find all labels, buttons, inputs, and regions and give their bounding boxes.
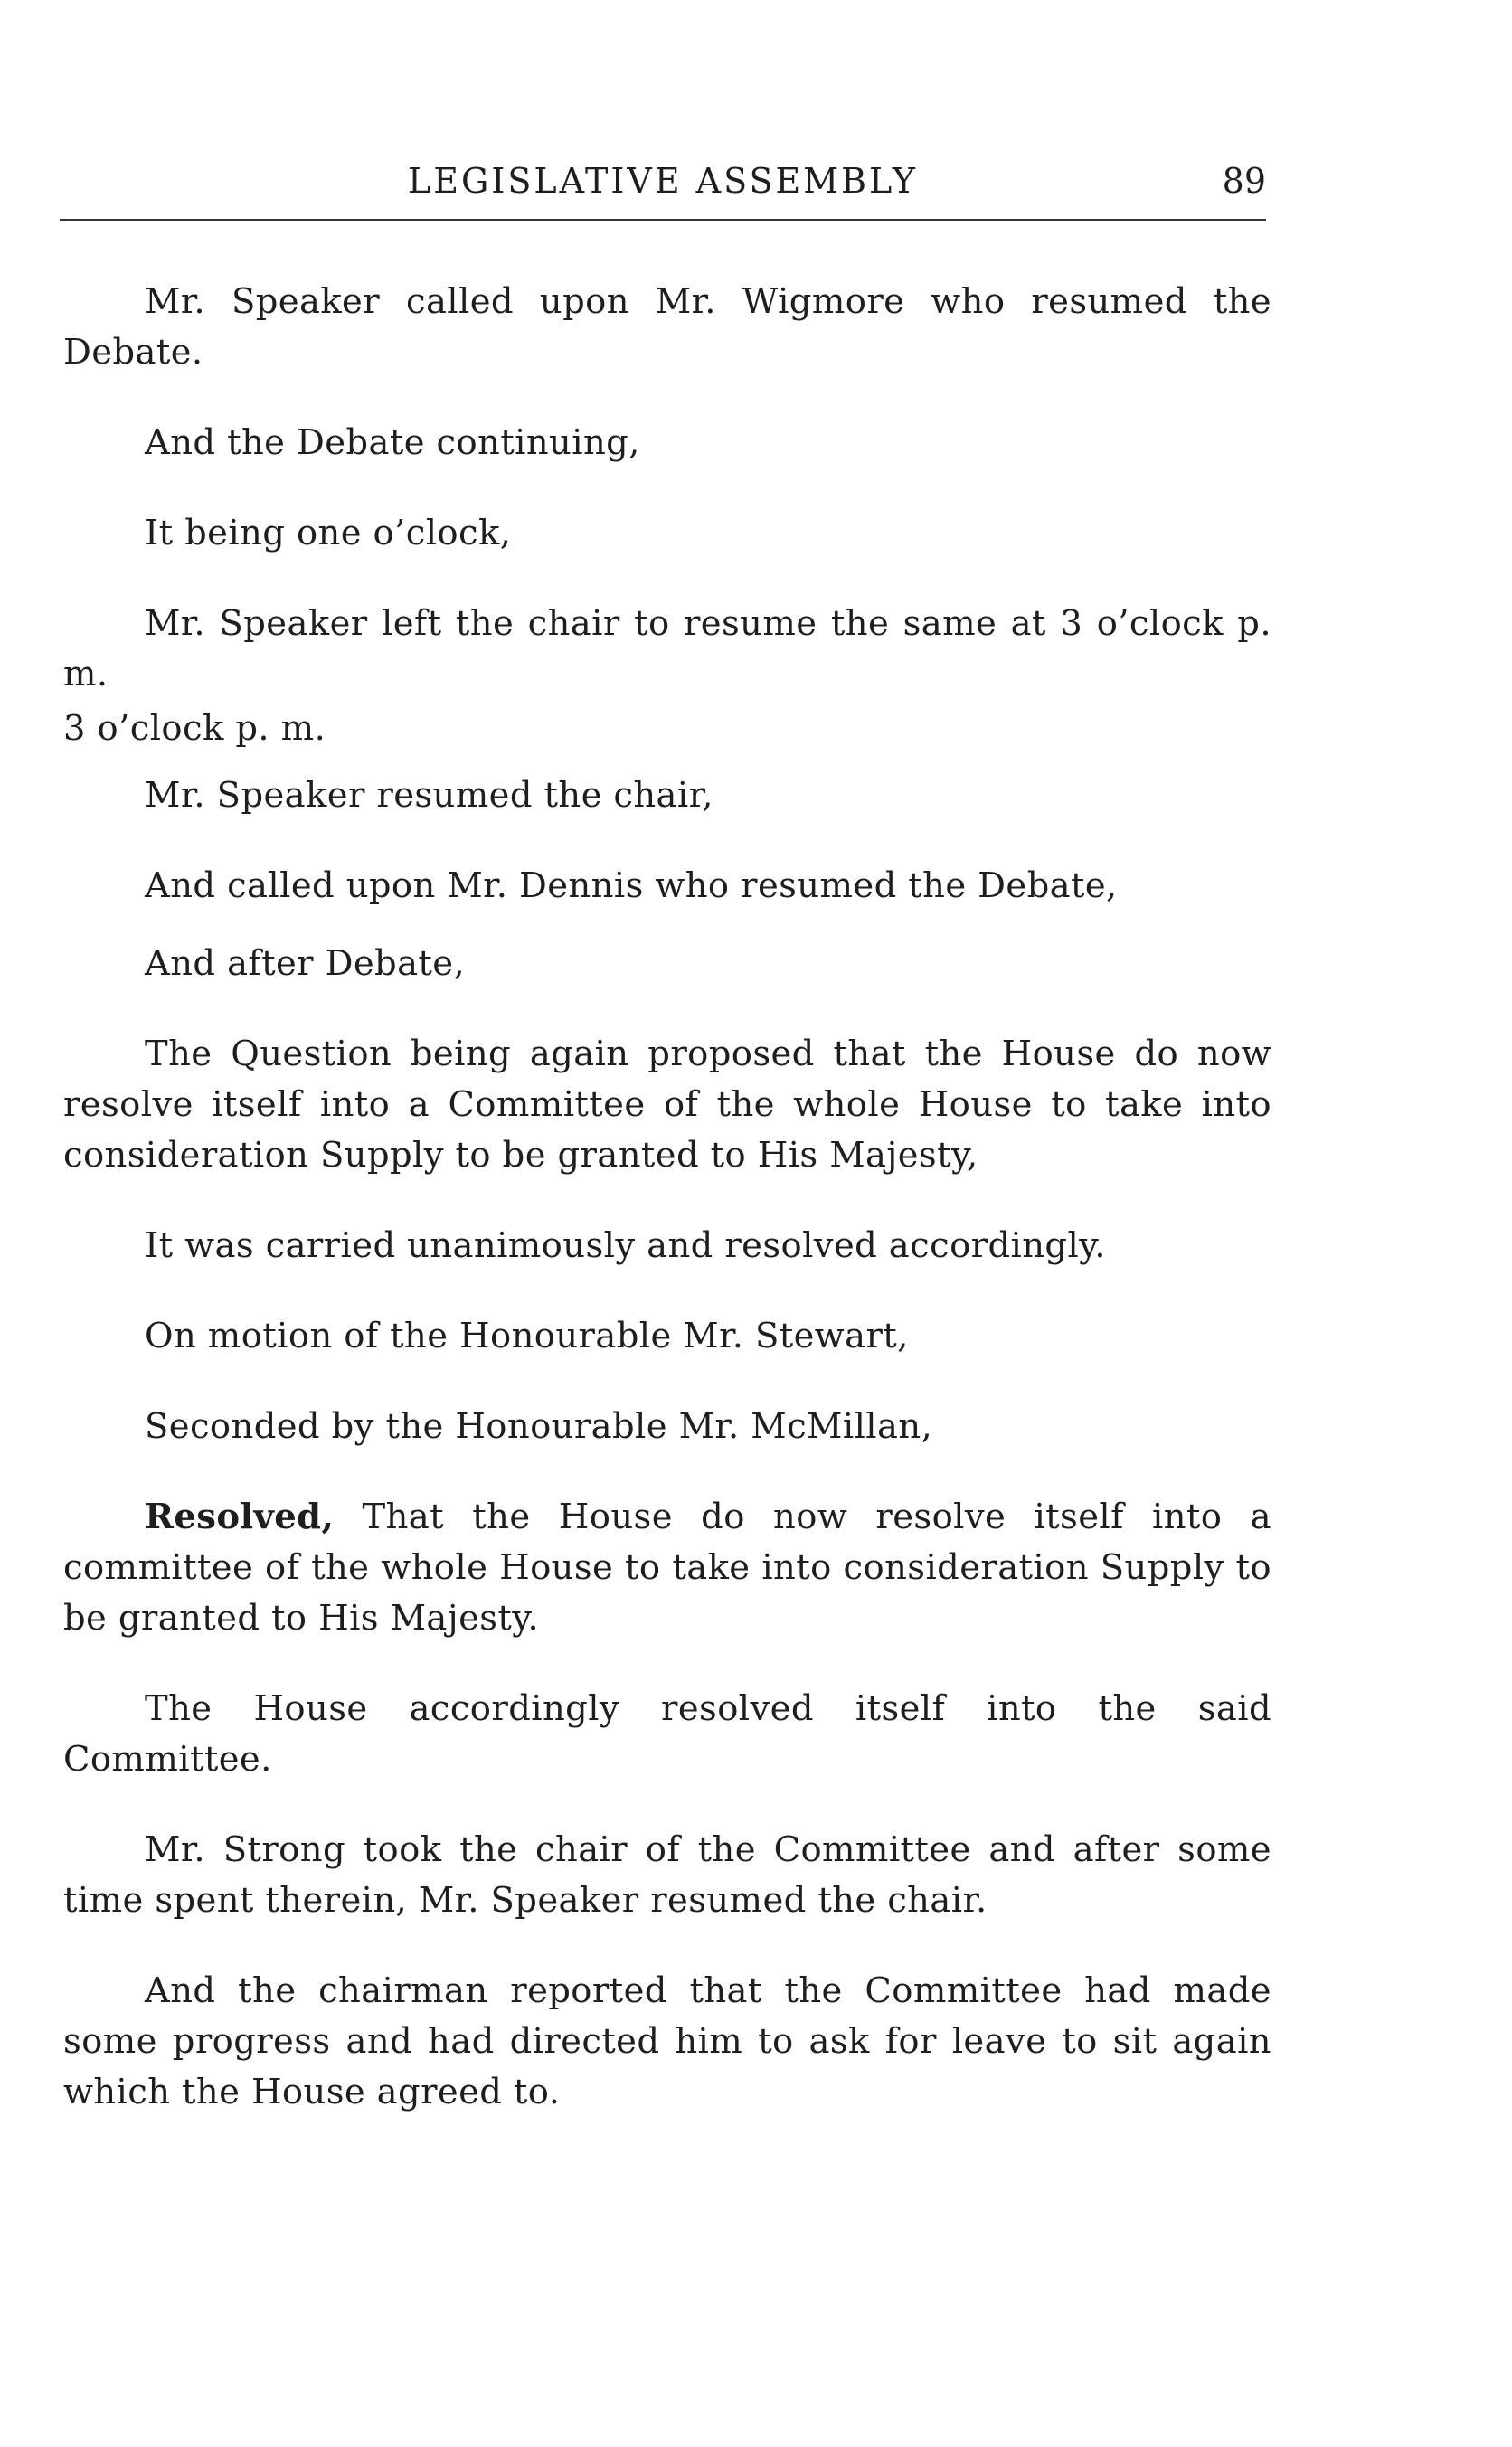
paragraph-question-proposed: The Question being again proposed that the House do now resolve itself into a Committee of the whole House to take into consideration Supply to be granted to His Majesty, <box>63 1034 1271 1176</box>
paragraph-house-resolved: The House accordingly resolved itself into the said Committee. <box>63 1688 1271 1780</box>
paragraph-speaker-resumed-chair: Mr. Speaker resumed the chair, <box>145 775 713 816</box>
paragraph-speaker-left-chair: Mr. Speaker left the chair to resume the same at 3 o’clock p. m. <box>63 603 1271 694</box>
resolved-label: Resolved, <box>145 1497 335 1537</box>
document-body <box>63 277 1271 2118</box>
paragraph-resolution <box>63 1492 1271 1644</box>
paragraph-wigmore-resumes: Mr. Speaker called upon Mr. Wigmore who resumed the Debate. <box>63 281 1271 373</box>
paragraph-chairman-reported: And the chairman reported that the Committee had made some progress and had directed him to ask for leave to sit again which the House agreed to. <box>63 1970 1271 2112</box>
paragraph-carried-unanimously: It was carried unanimously and resolved accordingly. <box>145 1225 1106 1266</box>
paragraph-strong-took-chair: Mr. Strong took the chair of the Committee and after some time spent therein, Mr. Speaker resumed the chair. <box>63 1829 1271 1921</box>
paragraph-debate-continuing: And the Debate continuing, <box>145 422 640 463</box>
paragraph-dennis-resumes: And called upon Mr. Dennis who resumed the Debate, <box>145 865 1118 906</box>
resolution-text: That the House do now resolve itself into a committee of the whole House to take into consideration Supply to be granted to His Majesty. <box>63 1497 1271 1639</box>
header-rule <box>60 219 1266 221</box>
paragraph-seconded-mcmillan: Seconded by the Honourable Mr. McMillan, <box>145 1406 933 1447</box>
paragraph-one-oclock: It being one o’clock, <box>145 513 512 553</box>
page-number: 89 <box>1222 161 1266 201</box>
running-title: LEGISLATIVE ASSEMBLY <box>408 161 918 201</box>
running-header <box>60 161 1266 204</box>
time-stamp: 3 o’clock p. m. <box>63 708 326 749</box>
paragraph-after-debate: And after Debate, <box>145 943 466 984</box>
paragraph-motion-stewart: On motion of the Honourable Mr. Stewart, <box>145 1316 909 1356</box>
